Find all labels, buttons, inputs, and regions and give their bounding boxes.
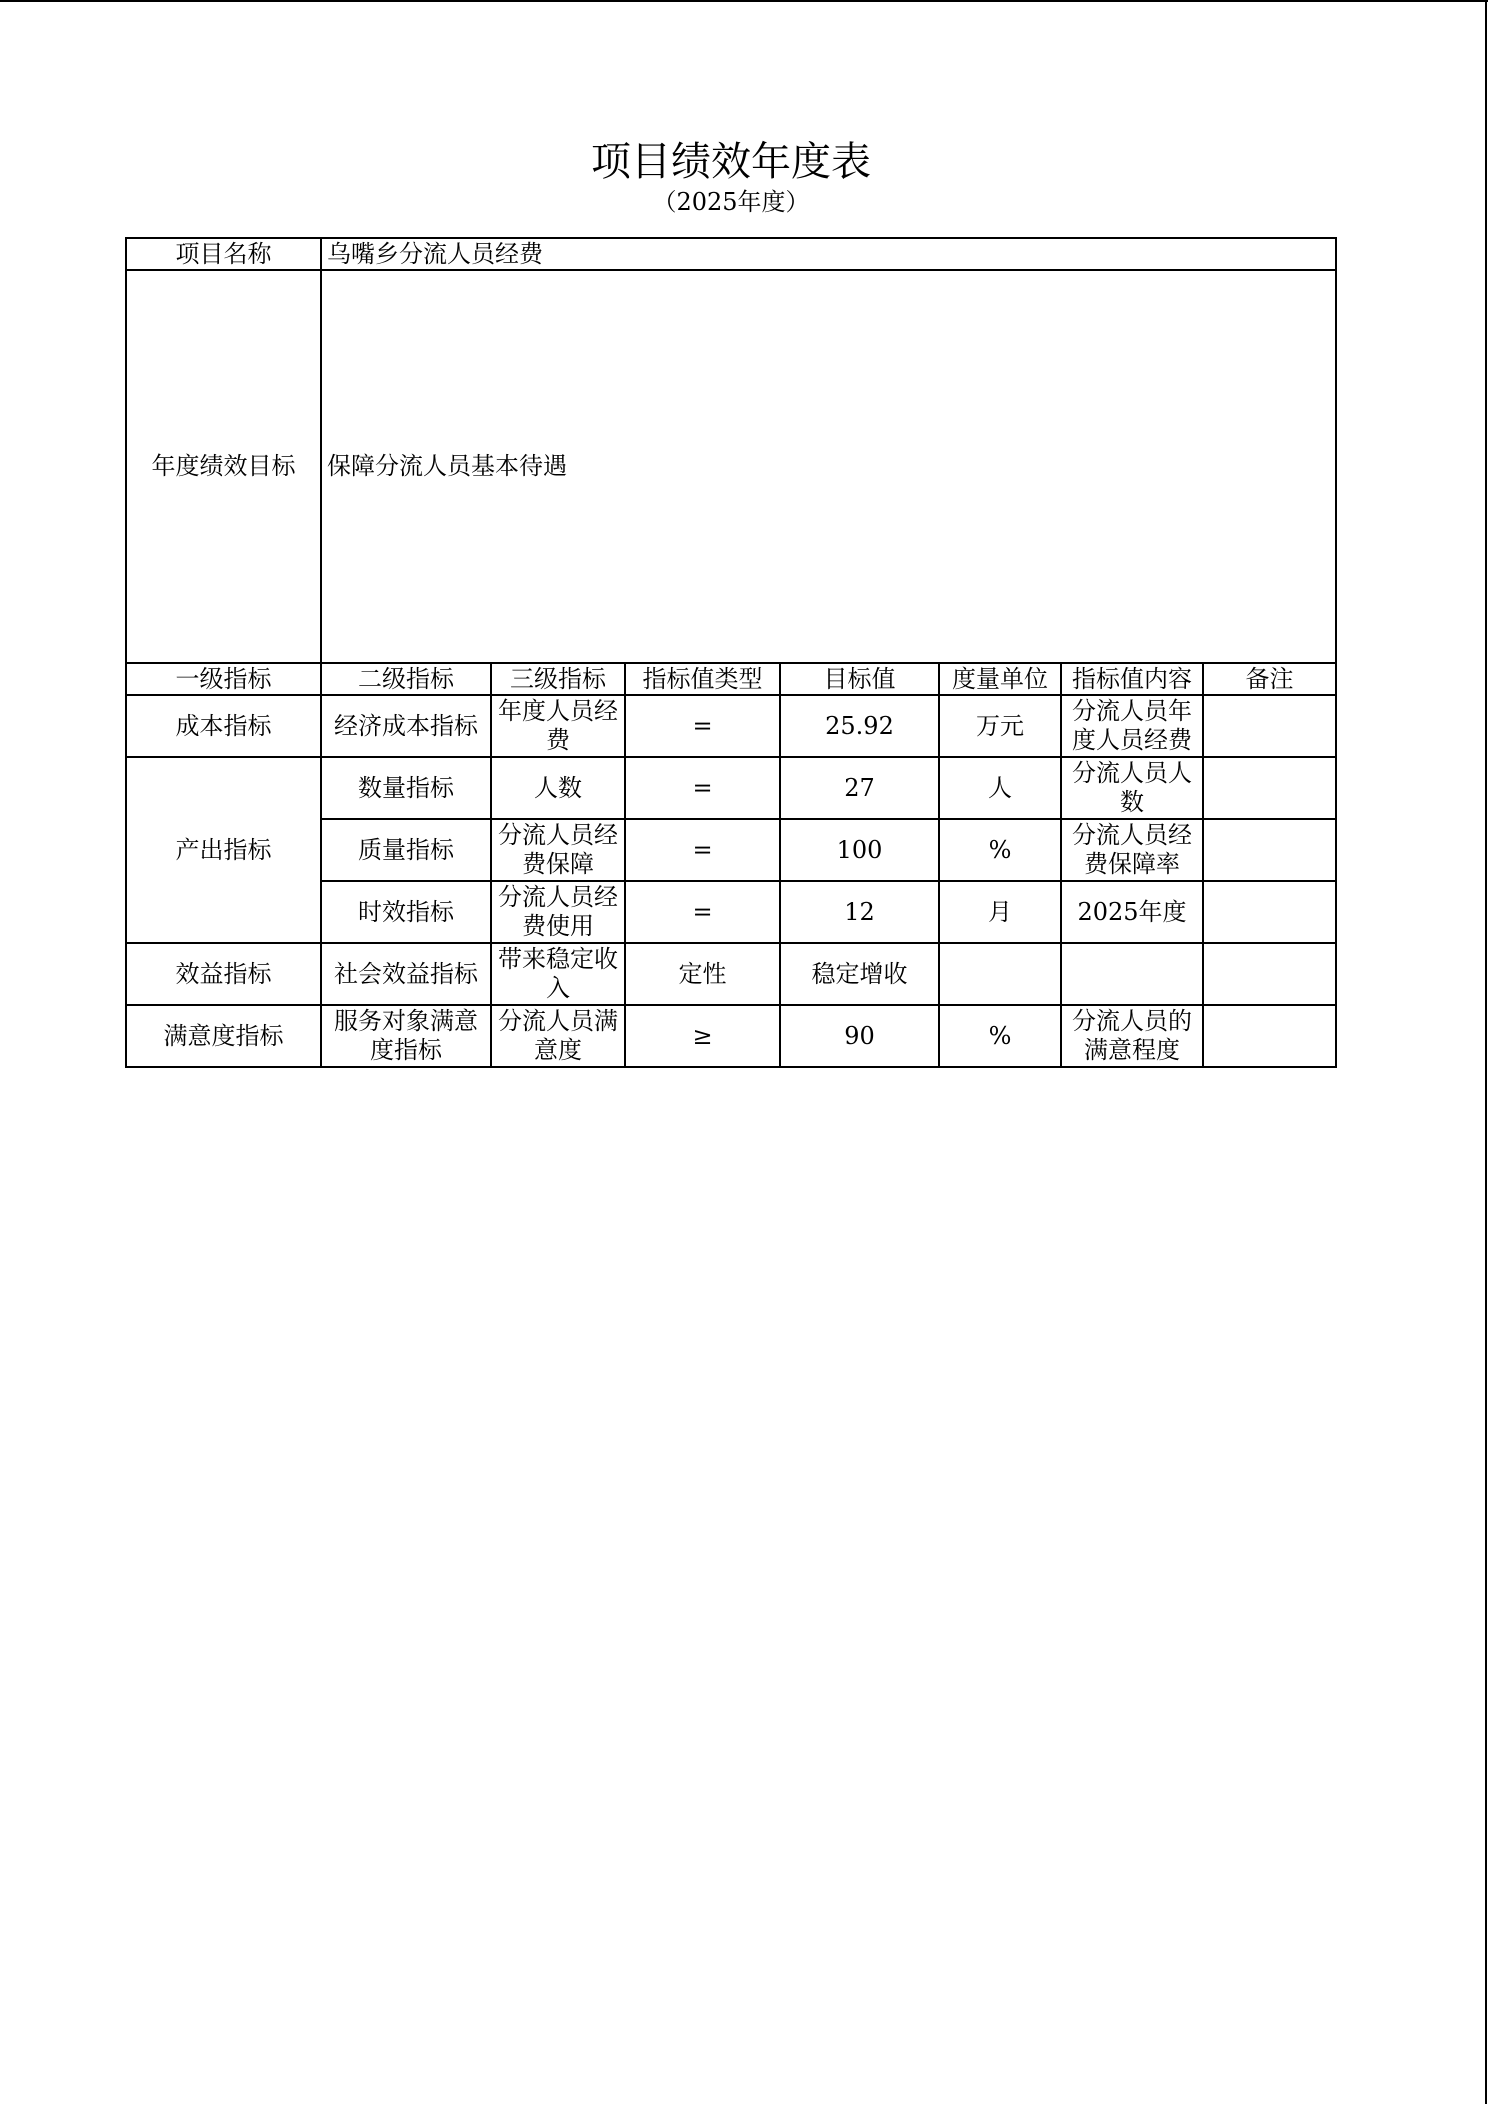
- cell-unit: %: [939, 819, 1061, 881]
- cell-level3: 带来稳定收入: [491, 943, 625, 1005]
- cell-level2: 服务对象满意度指标: [321, 1005, 491, 1067]
- cell-level2: 数量指标: [321, 757, 491, 819]
- header-value-type: 指标值类型: [625, 663, 780, 695]
- cell-note: [1203, 819, 1336, 881]
- cell-note: [1203, 695, 1336, 757]
- annual-goal-value: 保障分流人员基本待遇: [321, 270, 1336, 663]
- table-header-row: [126, 663, 1336, 695]
- cell-unit: 月: [939, 881, 1061, 943]
- performance-table: [125, 237, 1337, 1068]
- group-satisfaction: 满意度指标: [126, 1005, 321, 1067]
- cell-type: =: [625, 819, 780, 881]
- cell-target: 27: [780, 757, 939, 819]
- cell-content: [1061, 943, 1203, 1005]
- cell-note: [1203, 1005, 1336, 1067]
- cell-type: =: [625, 695, 780, 757]
- cell-unit: [939, 943, 1061, 1005]
- cell-level2: 经济成本指标: [321, 695, 491, 757]
- table-row: [126, 943, 1336, 1005]
- cell-target: 100: [780, 819, 939, 881]
- cell-note: [1203, 943, 1336, 1005]
- cell-level2: 社会效益指标: [321, 943, 491, 1005]
- header-level2: 二级指标: [321, 663, 491, 695]
- annual-goal-label: 年度绩效目标: [126, 270, 321, 663]
- cell-note: [1203, 757, 1336, 819]
- cell-level3: 分流人员经费保障: [491, 819, 625, 881]
- cell-unit: 人: [939, 757, 1061, 819]
- cell-target: 12: [780, 881, 939, 943]
- cell-level3: 分流人员满意度: [491, 1005, 625, 1067]
- page-top-border: [0, 0, 1488, 2]
- cell-content: 分流人员经费保障率: [1061, 819, 1203, 881]
- table-row: [126, 695, 1336, 757]
- cell-type: =: [625, 757, 780, 819]
- project-name-label: 项目名称: [126, 238, 321, 270]
- project-name-row: [126, 238, 1336, 270]
- cell-note: [1203, 881, 1336, 943]
- group-output: 产出指标: [126, 757, 321, 943]
- header-level1: 一级指标: [126, 663, 321, 695]
- cell-level3: 人数: [491, 757, 625, 819]
- cell-target: 25.92: [780, 695, 939, 757]
- cell-content: 分流人员的满意程度: [1061, 1005, 1203, 1067]
- header-note: 备注: [1203, 663, 1336, 695]
- table-row: [126, 1005, 1336, 1067]
- project-name-value: 乌嘴乡分流人员经费: [321, 238, 1336, 270]
- cell-level2: 质量指标: [321, 819, 491, 881]
- cell-type: ≥: [625, 1005, 780, 1067]
- group-benefit: 效益指标: [126, 943, 321, 1005]
- cell-level3: 分流人员经费使用: [491, 881, 625, 943]
- cell-unit: %: [939, 1005, 1061, 1067]
- header-content: 指标值内容: [1061, 663, 1203, 695]
- page-right-border: [1485, 0, 1487, 2104]
- cell-content: 分流人员年度人员经费: [1061, 695, 1203, 757]
- cell-unit: 万元: [939, 695, 1061, 757]
- table-row: [126, 757, 1336, 819]
- cell-level3: 年度人员经费: [491, 695, 625, 757]
- cell-content: 分流人员人数: [1061, 757, 1203, 819]
- page-subtitle: （2025年度）: [652, 188, 810, 216]
- cell-target: 稳定增收: [780, 943, 939, 1005]
- header-target: 目标值: [780, 663, 939, 695]
- cell-type: =: [625, 881, 780, 943]
- header-unit: 度量单位: [939, 663, 1061, 695]
- cell-target: 90: [780, 1005, 939, 1067]
- group-cost: 成本指标: [126, 695, 321, 757]
- annual-goal-row: [126, 270, 1336, 663]
- cell-level2: 时效指标: [321, 881, 491, 943]
- header-level3: 三级指标: [491, 663, 625, 695]
- cell-content: 2025年度: [1061, 881, 1203, 943]
- page-title: 项目绩效年度表: [591, 139, 871, 185]
- cell-type: 定性: [625, 943, 780, 1005]
